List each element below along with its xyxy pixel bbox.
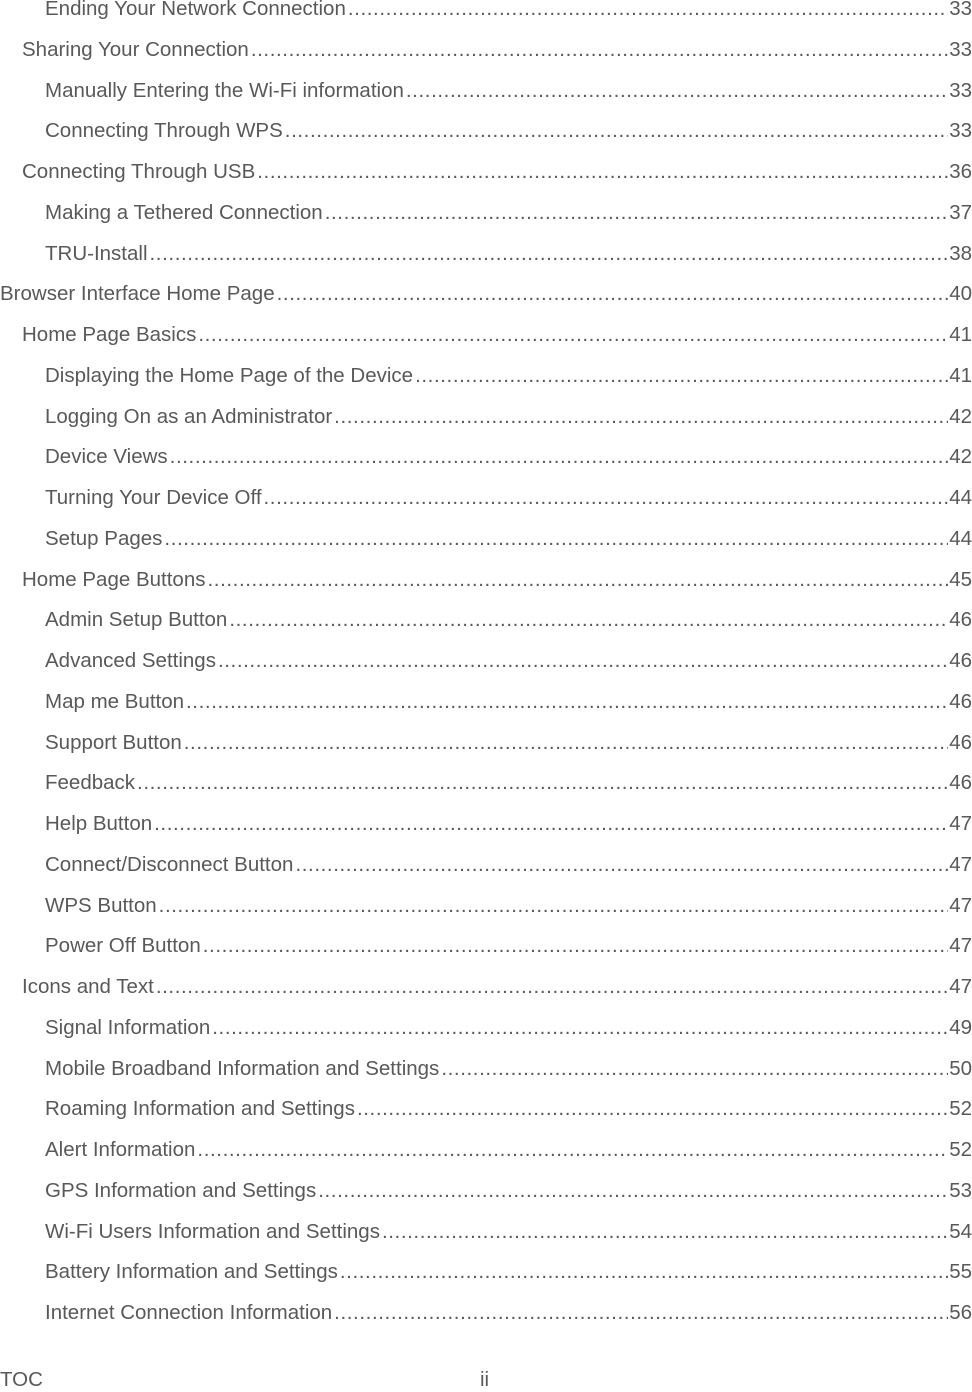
toc-entry-page[interactable]: 33 bbox=[949, 0, 972, 20]
toc-entry-title[interactable]: Advanced Settings bbox=[45, 649, 216, 672]
toc-entry[interactable] bbox=[0, 437, 972, 478]
toc-entry[interactable] bbox=[0, 1008, 972, 1049]
toc-entry-title[interactable]: Roaming Information and Settings bbox=[45, 1097, 355, 1121]
toc-entry[interactable] bbox=[0, 763, 972, 804]
toc-entry[interactable] bbox=[0, 30, 972, 71]
toc-entry[interactable] bbox=[0, 1212, 972, 1253]
toc-entry-page[interactable]: 53 bbox=[949, 1178, 972, 1202]
toc-entry-title[interactable]: Signal Information bbox=[45, 1015, 211, 1039]
toc-dot-leader bbox=[207, 560, 948, 601]
toc-dot-leader bbox=[334, 1293, 948, 1334]
toc-entry-page[interactable]: 46 bbox=[949, 771, 972, 795]
toc-dot-leader bbox=[257, 152, 948, 193]
toc-entry-page[interactable]: 52 bbox=[949, 1138, 972, 1161]
toc-entry-page[interactable]: 38 bbox=[949, 241, 972, 265]
toc-entry-page[interactable]: 44 bbox=[949, 486, 972, 509]
toc-entry[interactable] bbox=[0, 1130, 972, 1171]
toc-entry-title[interactable]: Manually Entering the Wi-Fi information bbox=[45, 78, 404, 102]
toc-entry-page[interactable]: 40 bbox=[949, 282, 972, 306]
toc-entry-page[interactable]: 56 bbox=[949, 1301, 972, 1324]
toc-entry-page[interactable]: 47 bbox=[949, 812, 972, 835]
toc-entry-page[interactable]: 42 bbox=[949, 404, 972, 428]
toc-entry[interactable] bbox=[0, 1171, 972, 1212]
toc-entry[interactable] bbox=[0, 274, 972, 315]
toc-entry-title[interactable]: Feedback bbox=[45, 771, 136, 795]
toc-entry-page[interactable]: 37 bbox=[949, 200, 972, 224]
toc-dot-leader bbox=[357, 1089, 948, 1130]
toc-entry-title[interactable]: Internet Connection Information bbox=[45, 1301, 333, 1324]
toc-dot-leader bbox=[203, 926, 948, 967]
toc-entry-page[interactable]: 36 bbox=[949, 160, 972, 183]
toc-entry-title[interactable]: Admin Setup Button bbox=[45, 608, 228, 632]
toc-entry-title[interactable]: Connecting Through USB bbox=[22, 160, 256, 183]
toc-entry[interactable] bbox=[0, 519, 972, 560]
toc-dot-leader bbox=[441, 1049, 948, 1090]
toc-dot-leader bbox=[277, 274, 949, 315]
toc-entry-title[interactable]: Home Page Basics bbox=[22, 323, 197, 346]
toc-entry[interactable] bbox=[0, 804, 972, 845]
toc-dot-leader bbox=[170, 437, 949, 478]
toc-dot-leader bbox=[150, 234, 949, 275]
toc-entry[interactable] bbox=[0, 641, 972, 682]
toc-entry-title[interactable]: Displaying the Home Page of the Device bbox=[45, 363, 414, 387]
toc-entry-title[interactable]: Wi-Fi Users Information and Settings bbox=[45, 1219, 380, 1243]
toc-entry-title[interactable]: Home Page Buttons bbox=[22, 567, 206, 591]
toc-dot-leader bbox=[264, 478, 949, 519]
toc-dot-leader bbox=[415, 356, 948, 397]
toc-entry[interactable] bbox=[0, 397, 972, 438]
toc-entry-title[interactable]: Device Views bbox=[45, 445, 168, 469]
toc-entry[interactable] bbox=[0, 967, 972, 1008]
toc-entry[interactable] bbox=[0, 682, 972, 723]
toc-entry-page[interactable]: 44 bbox=[949, 526, 972, 550]
toc-entry-title[interactable]: Power Off Button bbox=[45, 934, 201, 958]
toc-entry-title[interactable]: Help Button bbox=[45, 812, 153, 835]
toc-entry[interactable] bbox=[0, 886, 972, 927]
toc-dot-leader bbox=[198, 315, 948, 356]
toc-dot-leader bbox=[229, 600, 948, 641]
toc-entry-page[interactable]: 46 bbox=[949, 649, 972, 672]
toc-dot-leader bbox=[212, 1008, 948, 1049]
toc-dot-leader bbox=[348, 0, 948, 30]
toc-dot-leader bbox=[382, 1212, 948, 1253]
toc-entry-page[interactable]: 50 bbox=[949, 1056, 972, 1080]
toc-entry[interactable] bbox=[0, 1252, 972, 1293]
toc-entry-title[interactable]: Alert Information bbox=[45, 1138, 196, 1161]
toc-entry-page[interactable]: 46 bbox=[949, 730, 972, 754]
toc-dot-leader bbox=[295, 845, 948, 886]
toc-entry[interactable] bbox=[0, 1049, 972, 1090]
toc-entry-page[interactable]: 46 bbox=[949, 608, 972, 632]
toc-entry-title[interactable]: Support Button bbox=[45, 730, 182, 754]
toc-entry[interactable] bbox=[0, 111, 972, 152]
toc-entry-page[interactable]: 49 bbox=[949, 1015, 972, 1039]
toc-entry-title[interactable]: WPS Button bbox=[45, 893, 157, 917]
toc-entry-page[interactable]: 33 bbox=[949, 37, 972, 61]
toc-entry-title[interactable]: Map me Button bbox=[45, 689, 185, 713]
toc-entry-title[interactable]: Icons and Text bbox=[22, 975, 154, 998]
toc-entry[interactable] bbox=[0, 845, 972, 886]
toc-dot-leader bbox=[186, 682, 948, 723]
toc-entry-title[interactable]: Ending Your Network Connection bbox=[45, 0, 346, 20]
toc-entry-page[interactable]: 55 bbox=[949, 1260, 972, 1284]
toc-entry[interactable] bbox=[0, 315, 972, 356]
footer-page-number: ii bbox=[480, 1368, 490, 1391]
toc-entry-title[interactable]: Setup Pages bbox=[45, 526, 163, 550]
toc-dot-leader bbox=[159, 886, 949, 927]
toc-entry-title[interactable]: Browser Interface Home Page bbox=[0, 282, 275, 306]
toc-entry-page[interactable]: 52 bbox=[949, 1097, 972, 1121]
toc-entry-title[interactable]: Connecting Through WPS bbox=[45, 119, 283, 143]
toc-dot-leader bbox=[184, 723, 948, 764]
toc-dot-leader bbox=[137, 763, 948, 804]
toc-entry[interactable] bbox=[0, 560, 972, 601]
toc-dot-leader bbox=[340, 1252, 948, 1293]
toc-dot-leader bbox=[154, 804, 948, 845]
toc-entry-page[interactable]: 47 bbox=[949, 852, 972, 876]
toc-entry[interactable] bbox=[0, 926, 972, 967]
toc-dot-leader bbox=[164, 519, 948, 560]
toc-dot-leader bbox=[325, 193, 948, 234]
toc-entry-page[interactable]: 45 bbox=[949, 567, 972, 591]
toc-dot-leader bbox=[197, 1130, 948, 1171]
toc-entry[interactable] bbox=[0, 356, 972, 397]
toc-entry-page[interactable]: 47 bbox=[949, 893, 972, 917]
toc-entry[interactable] bbox=[0, 478, 972, 519]
toc-entry-title[interactable]: Turning Your Device Off bbox=[45, 486, 262, 509]
toc-dot-leader bbox=[156, 967, 948, 1008]
toc-dot-leader bbox=[218, 641, 948, 682]
toc-entry[interactable] bbox=[0, 0, 972, 30]
toc-dot-leader bbox=[334, 397, 948, 438]
toc-entry-page[interactable]: 41 bbox=[949, 323, 972, 346]
toc-entry[interactable] bbox=[0, 152, 972, 193]
toc-entry-title[interactable]: Connect/Disconnect Button bbox=[45, 852, 294, 876]
toc-dot-leader bbox=[285, 111, 948, 152]
toc-entry-title[interactable]: Logging On as an Administrator bbox=[45, 404, 333, 428]
toc-entry-title[interactable]: TRU-Install bbox=[45, 241, 148, 265]
toc-entry-page[interactable]: 33 bbox=[949, 119, 972, 143]
toc-entry[interactable] bbox=[0, 600, 972, 641]
toc-dot-leader bbox=[318, 1171, 948, 1212]
toc-entry-page[interactable]: 47 bbox=[949, 934, 972, 958]
toc-entry-page[interactable]: 46 bbox=[949, 689, 972, 713]
toc-entry-title[interactable]: Sharing Your Connection bbox=[22, 37, 249, 61]
toc-entry[interactable] bbox=[0, 71, 972, 112]
toc-entry[interactable] bbox=[0, 1293, 972, 1334]
toc-dot-leader bbox=[406, 71, 948, 112]
toc-entry-page[interactable]: 47 bbox=[949, 975, 972, 998]
toc-entry-page[interactable]: 33 bbox=[949, 78, 972, 102]
toc-dot-leader bbox=[251, 30, 948, 71]
toc-entry-title[interactable]: Mobile Broadband Information and Settings bbox=[45, 1056, 440, 1080]
toc-entry[interactable] bbox=[0, 723, 972, 764]
toc-entry-page[interactable]: 42 bbox=[949, 445, 972, 469]
toc-entry[interactable] bbox=[0, 1089, 972, 1130]
toc-entry[interactable] bbox=[0, 193, 972, 234]
toc-entry-page[interactable]: 54 bbox=[949, 1219, 972, 1243]
toc-entry-title[interactable]: Making a Tethered Connection bbox=[45, 200, 323, 224]
toc-entry-title[interactable]: Battery Information and Settings bbox=[45, 1260, 338, 1284]
toc-entry[interactable] bbox=[0, 234, 972, 275]
toc-entry-page[interactable]: 41 bbox=[949, 363, 972, 387]
toc-entry-title[interactable]: GPS Information and Settings bbox=[45, 1178, 317, 1202]
footer-section-label: TOC bbox=[0, 1368, 43, 1391]
